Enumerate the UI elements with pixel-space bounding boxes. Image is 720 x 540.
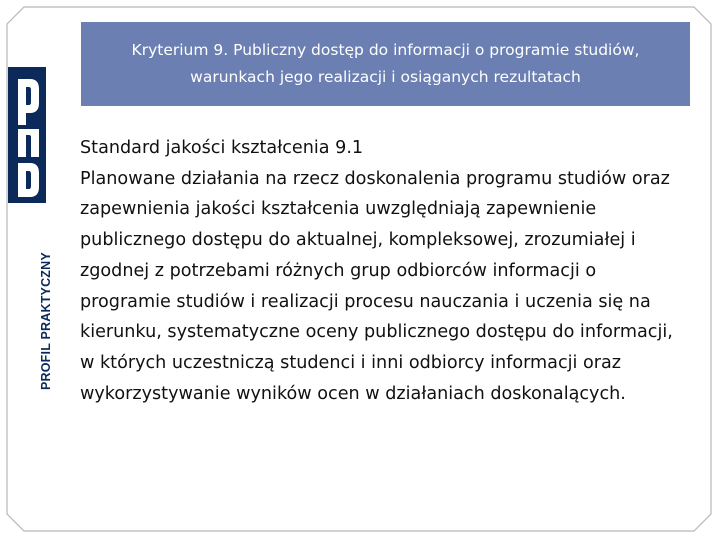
standard-content — [80, 133, 680, 409]
side-label: PROFIL PRAKTYCZNY — [39, 252, 53, 390]
slide-title-text: Kryterium 9. Publiczny dostęp do informacji o programie studiów, warunkach jego realizacji i osiąganych rezultatach — [131, 41, 640, 86]
standard-heading: Standard jakości kształcenia 9.1 — [80, 138, 364, 158]
slide-title — [81, 22, 690, 106]
standard-body: Planowane działania na rzecz doskonalenia programu studiów oraz zapewnienia jakości kształcenia uwzględniają zapewnienie publicznego dostępu do aktualnej, kompleksowej, zrozumiałej i zgodnej z potrzebami różnych grup odbiorców informacji o programie studiów i realizacji procesu nauczania i uczenia się na kierunku, systematyczne oceny publicznego dostępu do informacji, w których uczestniczą studenci i inni odbiorcy informacji oraz wykorzystywanie wyników ocen w działaniach doskonalących. — [80, 168, 673, 404]
pka-logo-icon — [8, 67, 46, 203]
